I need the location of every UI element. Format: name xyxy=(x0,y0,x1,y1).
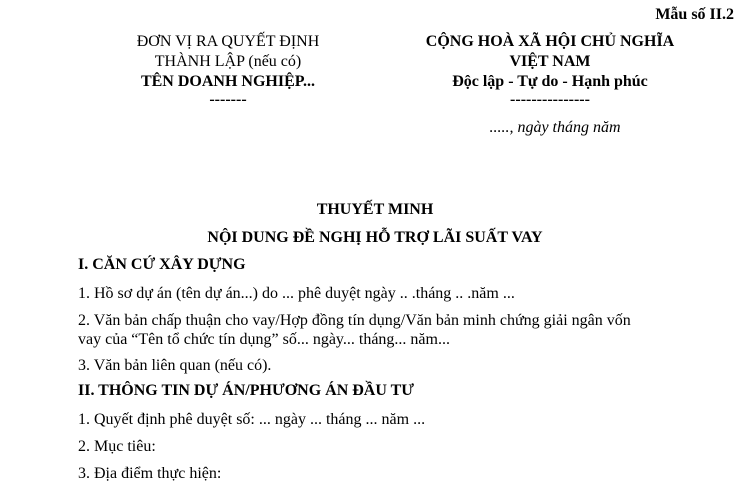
section2-item3: 3. Địa điểm thực hiện: xyxy=(78,465,222,482)
section1-item2-line1: 2. Văn bản chấp thuận cho vay/Hợp đồng tín dụng/Văn bản minh chứng giải ngân vốn xyxy=(78,312,631,329)
section1-item2-line2: vay của “Tên tổ chức tín dụng” số... ngày... tháng... năm... xyxy=(78,331,450,348)
section2-heading: II. THÔNG TIN DỰ ÁN/PHƯƠNG ÁN ĐẦU TƯ xyxy=(78,382,415,399)
section2-item1: 1. Quyết định phê duyệt số: ... ngày ... tháng ... năm ... xyxy=(78,411,426,428)
form-number: Mẫu số II.2 xyxy=(655,6,734,23)
section2-item2: 2. Mục tiêu: xyxy=(78,438,156,455)
company-name: TÊN DOANH NGHIỆP... xyxy=(140,73,316,90)
section1-heading: I. CĂN CỨ XÂY DỰNG xyxy=(78,256,246,273)
document-subtitle: NỘI DUNG ĐỀ NGHỊ HỖ TRỢ LÃI SUẤT VAY xyxy=(207,229,543,246)
national-motto: Độc lập - Tự do - Hạnh phúc xyxy=(452,73,648,90)
national-title-line2: VIỆT NAM xyxy=(509,53,591,70)
date-line: ....., ngày tháng năm xyxy=(489,119,621,136)
left-header-line2: THÀNH LẬP (nếu có) xyxy=(154,53,302,70)
document-title: THUYẾT MINH xyxy=(316,201,434,218)
national-title-line1: CỘNG HOÀ XÃ HỘI CHỦ NGHĨA xyxy=(425,33,675,50)
left-header-line1: ĐƠN VỊ RA QUYẾT ĐỊNH xyxy=(136,33,320,50)
left-header-divider: ------- xyxy=(209,91,247,108)
right-header-divider: --------------- xyxy=(510,91,590,108)
section1-item3: 3. Văn bản liên quan (nếu có). xyxy=(78,357,272,374)
section1-item1: 1. Hồ sơ dự án (tên dự án...) do ... phê duyệt ngày .. .tháng .. .năm ... xyxy=(78,285,515,302)
